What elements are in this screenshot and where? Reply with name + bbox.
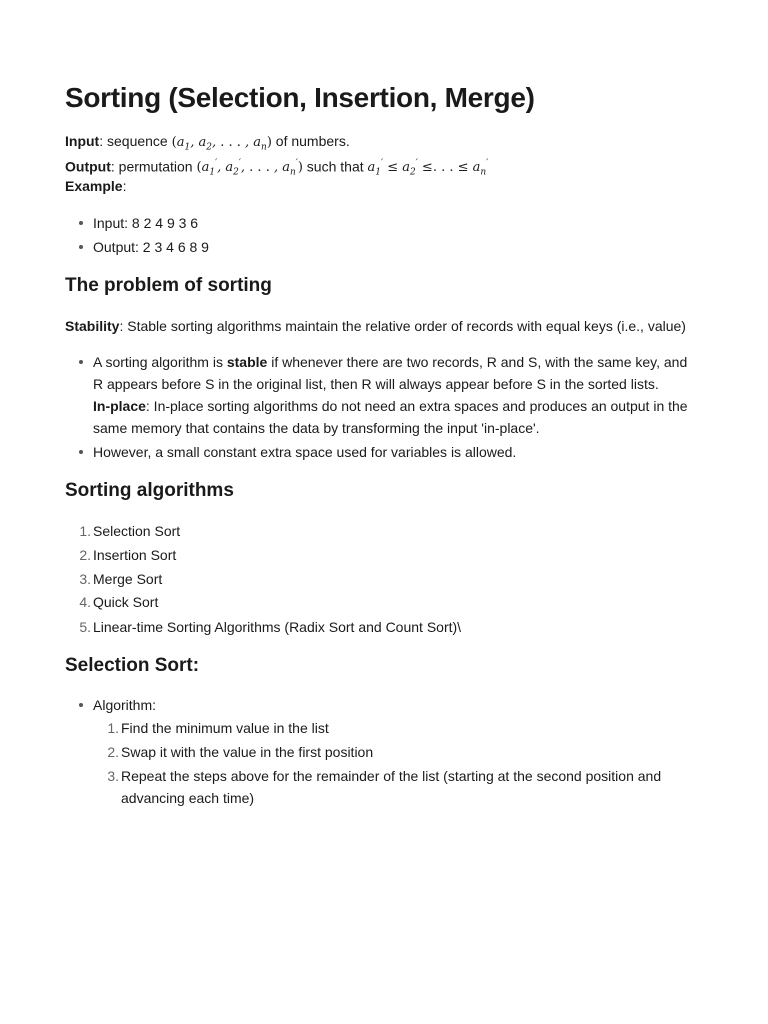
example-label: Example: [65, 178, 123, 194]
input-text-after: of numbers.: [271, 133, 350, 149]
section-heading-algorithms: Sorting algorithms: [65, 480, 234, 501]
list-item: 1. Selection Sort: [79, 523, 181, 539]
ordering-formula: $a_1' \le a_2'$ ≤. . . ≤ $a_n'$: [367, 159, 489, 178]
input-sequence-formula: ($a_1$, $a_2$, . . . , $a_n$): [171, 135, 272, 153]
example-heading: Example:: [65, 178, 127, 194]
list-item: Input: 8 2 4 9 3 6: [93, 212, 198, 234]
list-item: 4. Quick Sort: [79, 594, 159, 610]
output-label: Output: [65, 158, 111, 175]
list-item: Algorithm:: [93, 694, 156, 716]
input-label: Input: [65, 133, 100, 149]
list-item: However, a small constant extra space used for variables is allowed.: [93, 441, 516, 463]
stability-label: Stability: [65, 318, 120, 334]
section-heading-problem: The problem of sorting: [65, 275, 272, 296]
output-definition: [65, 154, 488, 183]
list-item: 5. Linear-time Sorting Algorithms (Radix Sort and Count Sort)\: [79, 619, 462, 635]
list-item: A sorting algorithm is stable if whenever there are two records, R and S, with the same key, and R appears before S in the original list, then R will always appear before S in the sorted lists. In-place: In-place sorting algorithms do not need an extra spaces and produces an output in the same memory that contains the data by transforming the input 'in-place'.: [93, 351, 699, 439]
inplace-label: In-place: [93, 398, 146, 414]
output-text-before: : permutation: [110, 158, 197, 175]
section-heading-selection-sort: Selection Sort:: [65, 655, 200, 676]
list-item: 2. Swap it with the value in the first position: [107, 744, 374, 760]
list-item: 1. Find the minimum value in the list: [107, 720, 329, 736]
stability-definition: Stability: Stable sorting algorithms maintain the relative order of records with equal keys (i.e., value): [65, 318, 686, 334]
stable-term: stable: [226, 354, 268, 370]
list-item: Output: 2 3 4 6 8 9: [93, 236, 209, 258]
list-item: 2. Insertion Sort: [79, 547, 177, 563]
page-title: Sorting (Selection, Insertion, Merge): [65, 82, 535, 113]
list-item: 3. Merge Sort: [79, 571, 163, 587]
input-text-before: : sequence: [99, 133, 172, 149]
list-item: 3. Repeat the steps above for the remainder of the list (starting at the second position and advancing each time): [107, 768, 662, 806]
output-text-mid: such that: [302, 158, 368, 175]
permutation-formula: ($a_1'$, $a_2'$, . . . , $a_n'$): [196, 159, 303, 178]
